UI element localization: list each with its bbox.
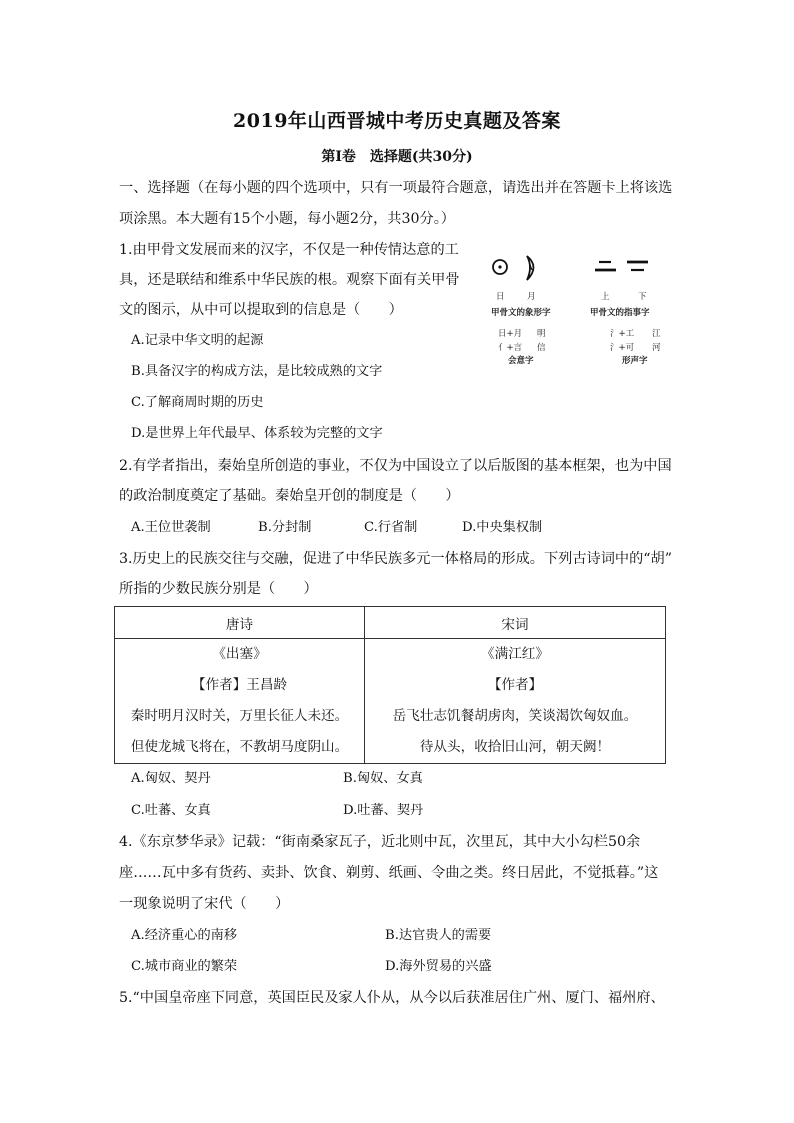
- compound-row1-parts: 日+月: [498, 329, 523, 339]
- sun-label: 日: [496, 292, 505, 302]
- table-head-tang: 唐诗: [115, 607, 365, 639]
- q1-option-a: A.记录中华文明的起源: [131, 333, 264, 348]
- q1-line-3: 文的图示，从中可以提取到的信息是（ ）: [119, 302, 403, 318]
- song-poem-cell: [365, 639, 666, 764]
- tang-poem-cell: [115, 639, 365, 764]
- q3-option-d: D.吐蕃、契丹: [343, 803, 424, 818]
- pictograph-caption: 甲骨文的象形字: [491, 308, 551, 318]
- sun-glyph-icon: [493, 260, 507, 274]
- q2-option-a: A.王位世袭制: [131, 520, 211, 535]
- q1-option-c: C.了解商周时期的历史: [131, 395, 264, 410]
- song-poem-author: 【作者】: [487, 677, 543, 693]
- phono-row2-parts: 氵+可: [610, 343, 635, 353]
- q1-line-2: 具，还是联结和维系中华民族的根。观察下面有关甲骨: [119, 272, 460, 288]
- moon-glyph-icon: [527, 256, 534, 280]
- q4-option-b: B.达官贵人的需要: [385, 928, 492, 943]
- q4-line-1: 4.《东京梦华录》记载：“街南桑家瓦子，近北则中瓦，次里瓦，其中大小勾栏50余: [119, 834, 641, 850]
- section-heading: 第Ⅰ卷 选择题(共30分): [321, 149, 473, 165]
- compound-row2-parts: 亻+言: [498, 343, 523, 353]
- compound-caption: 会意字: [508, 356, 534, 366]
- up-glyph-icon: [595, 262, 616, 270]
- tang-poem-line-1: 秦时明月汉时关，万里长征人未还。: [130, 708, 349, 724]
- q4-option-c: C.城市商业的繁荣: [131, 959, 238, 974]
- page-title: 2019年山西晋城中考历史真题及答案: [233, 110, 561, 132]
- phono-caption: 形声字: [622, 356, 648, 366]
- song-poem-line-1: 岳飞壮志饥餐胡虏肉，笑谈渴饮匈奴血。: [392, 708, 638, 724]
- poem-table: [114, 606, 666, 764]
- song-poem-title: 《满江红》: [481, 646, 549, 662]
- q4-option-d: D.海外贸易的兴盛: [385, 959, 492, 974]
- down-glyph-icon: [627, 262, 648, 270]
- q3-line-1: 3.历史上的民族交往与交融，促进了中华民族多元一体格局的形成。下列古诗词中的“胡”: [119, 551, 672, 567]
- q3-option-c: C.吐蕃、女真: [131, 803, 211, 818]
- indicative-caption: 甲骨文的指事字: [590, 308, 650, 318]
- song-poem-line-2: 待从头，收拾旧山河，朝天阙！: [419, 739, 611, 755]
- q2-option-d: D.中央集权制: [462, 520, 543, 535]
- q5-line-1: 5.“中国皇帝座下同意，英国臣民及家人仆从，从今以后获准居住广州、厦门、福州府、: [119, 990, 665, 1006]
- q1-line-1: 1.由甲骨文发展而来的汉字，不仅是一种传情达意的工: [119, 242, 459, 258]
- up-label: 上: [601, 292, 610, 302]
- q4-option-a: A.经济重心的南移: [131, 928, 238, 943]
- q1-option-b: B.具备汉字的构成方法，是比较成熟的文字: [131, 364, 383, 379]
- moon-label: 月: [527, 292, 536, 302]
- phono-row2-result: 河: [652, 343, 661, 353]
- tang-poem-title: 《出塞》: [212, 646, 267, 662]
- q2-line-1: 2.有学者指出，秦始皇所创造的事业，不仅为中国设立了以后版图的基本框架，也为中国: [119, 458, 672, 474]
- q4-line-2: 座……瓦中多有货药、卖卦、饮食、剃剪、纸画、令曲之类。终日居此，不觉抵暮。”这: [119, 865, 659, 881]
- q3-option-b: B.匈奴、女真: [343, 771, 423, 786]
- phono-row1-result: 江: [652, 329, 661, 339]
- down-label: 下: [638, 292, 647, 302]
- q3-option-a: A.匈奴、契丹: [131, 771, 211, 786]
- q2-option-c: C.行省制: [364, 520, 418, 535]
- q2-option-b: B.分封制: [258, 520, 312, 535]
- q1-option-d: D.是世界上年代最早、体系较为完整的文字: [131, 426, 383, 441]
- q3-line-2: 所指的少数民族分别是（ ）: [119, 581, 318, 597]
- q4-line-3: 一现象说明了宋代（ ）: [119, 896, 290, 912]
- tang-poem-author: 【作者】王昌龄: [191, 677, 288, 693]
- compound-row1-result: 明: [537, 329, 546, 339]
- compound-row2-result: 信: [537, 343, 546, 353]
- oracle-glyphs: [482, 250, 672, 290]
- phono-row1-parts: 氵+工: [610, 329, 635, 339]
- table-head-song: 宋词: [365, 607, 666, 639]
- instructions-line-2: 项涂黑。本大题有15个小题，每小题2分，共30分。）: [119, 211, 455, 227]
- oracle-bone-figure: [482, 250, 672, 370]
- instructions-line-1: 一、选择题（在每小题的四个选项中，只有一项最符合题意，请选出并在答题卡上将该选: [119, 180, 673, 196]
- q2-line-2: 的政治制度奠定了基础。秦始皇开创的制度是（ ）: [119, 488, 460, 504]
- tang-poem-line-2: 但使龙城飞将在，不教胡马度阴山。: [130, 739, 349, 755]
